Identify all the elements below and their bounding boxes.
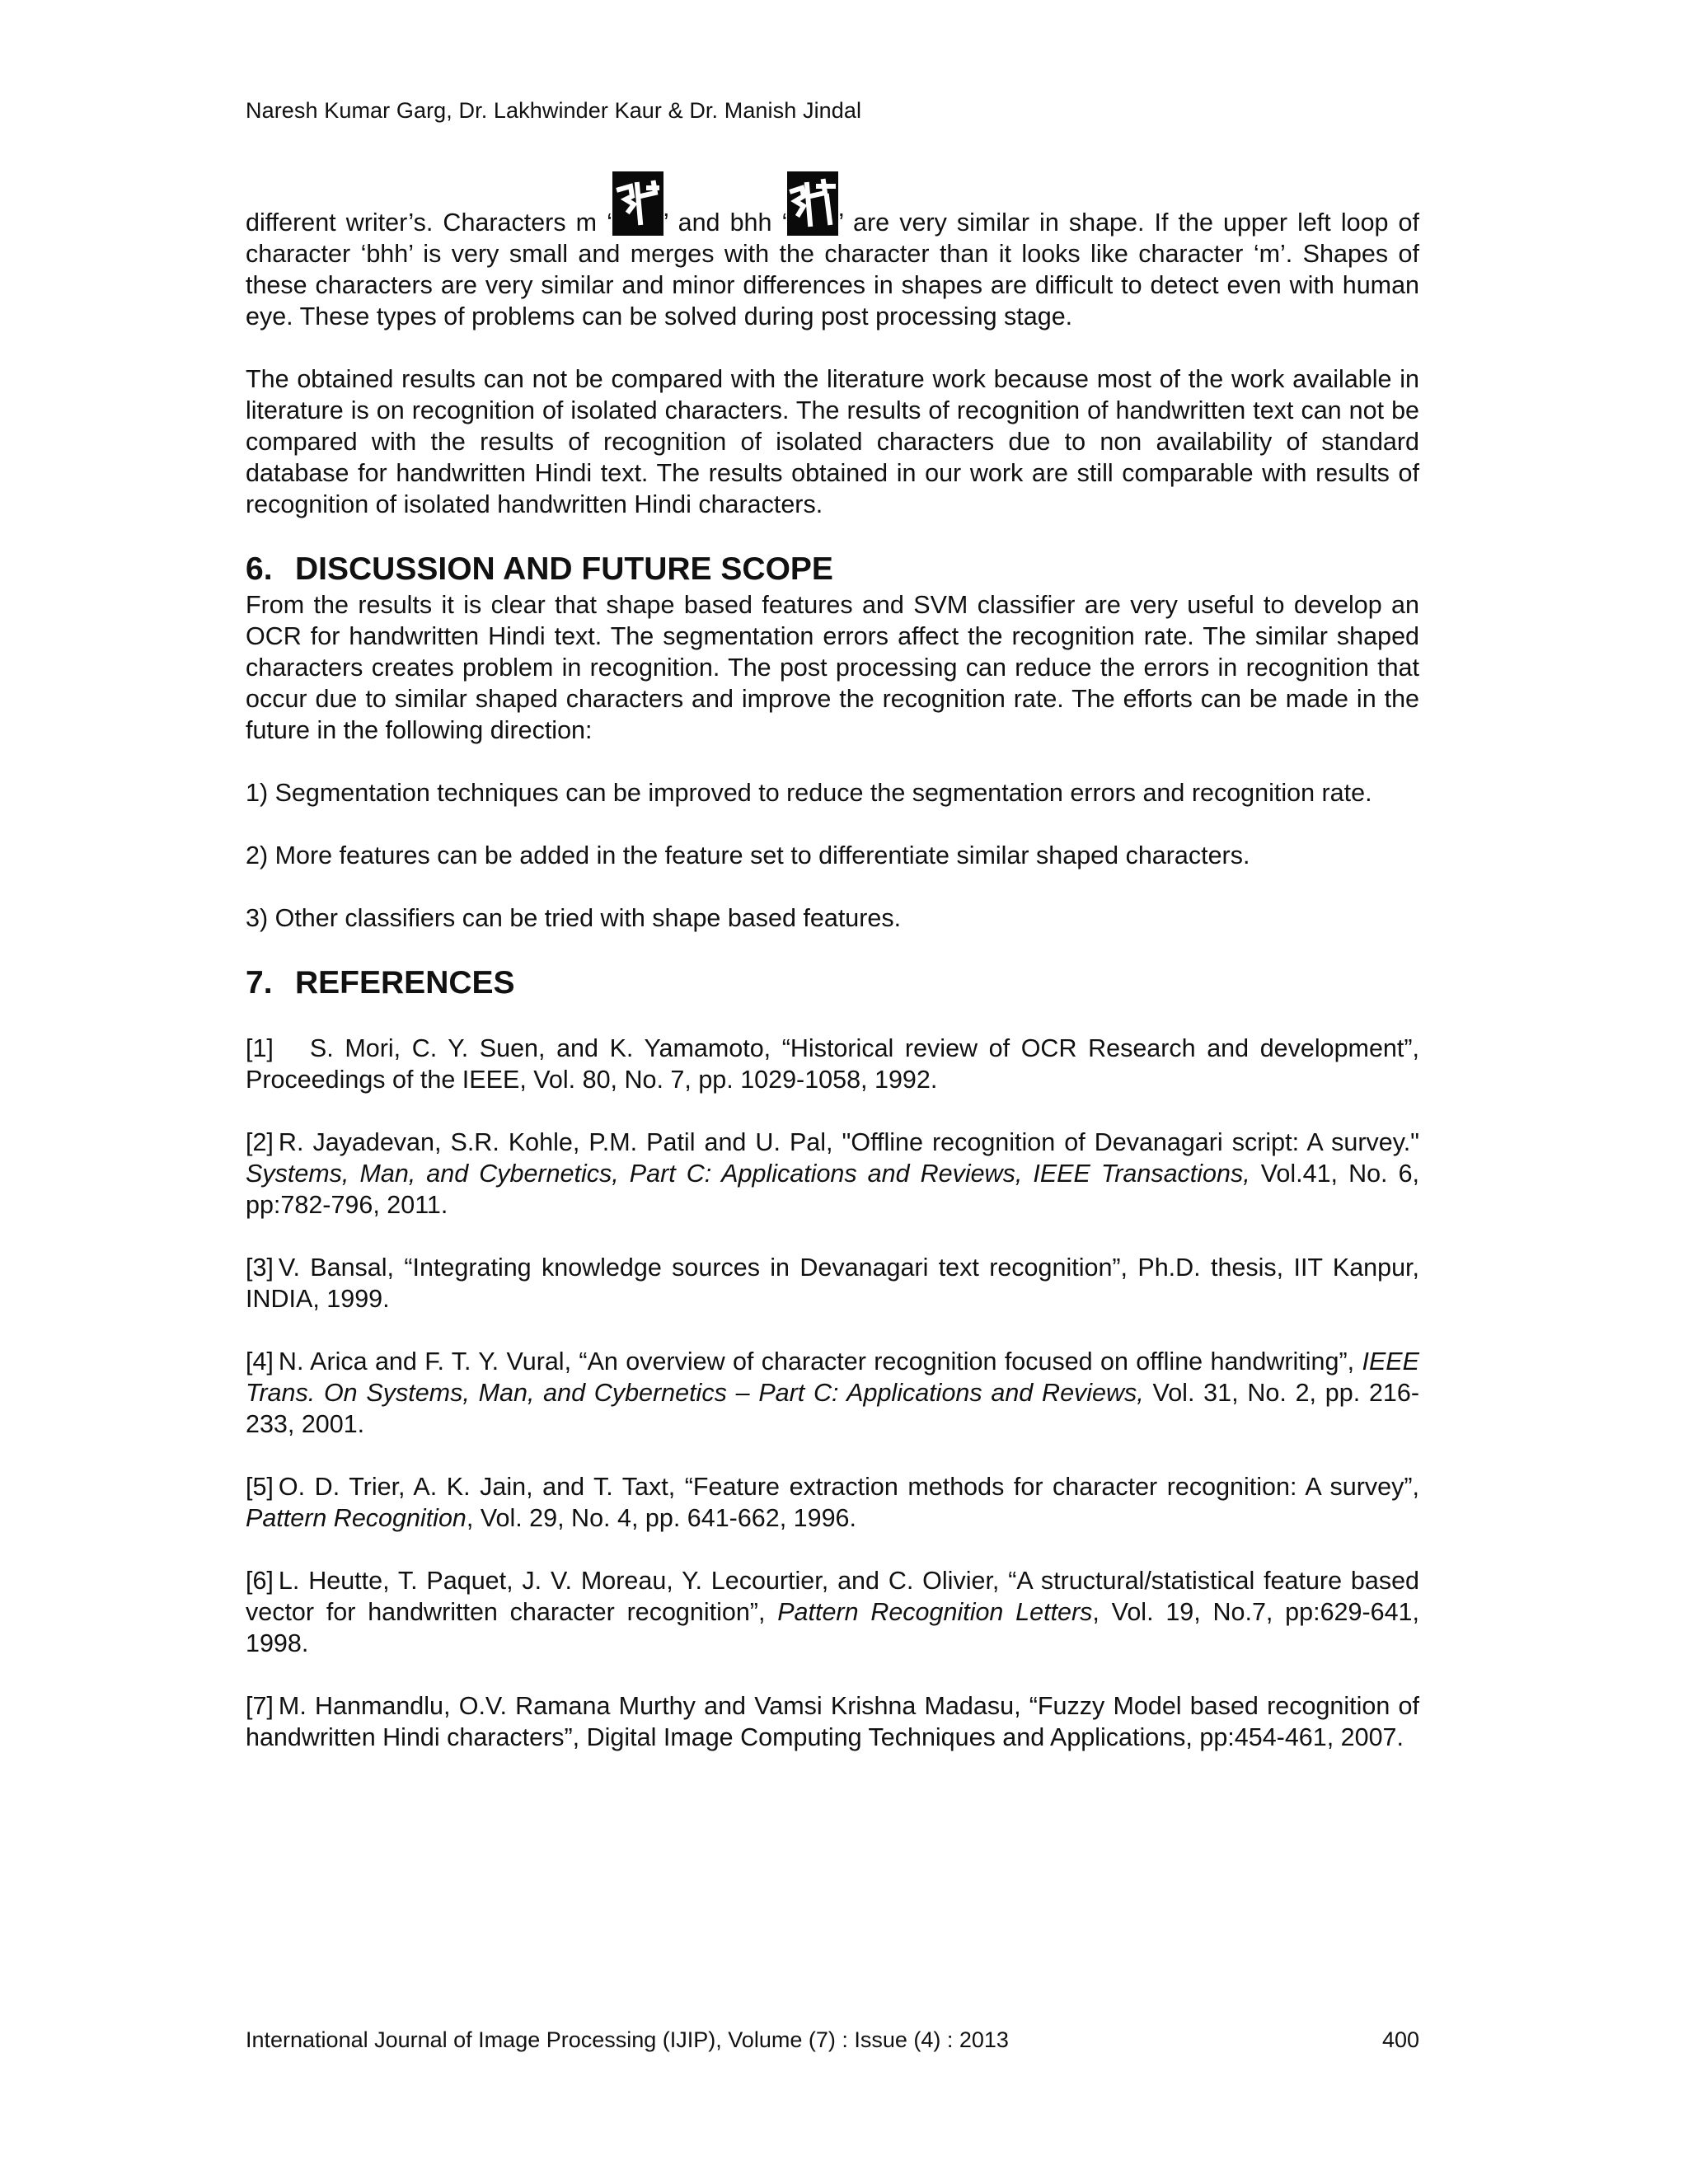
section-title-text: REFERENCES xyxy=(295,965,515,1001)
reference-details: Vol. 31, No. 2, pp. 216-233, 2001. xyxy=(246,1379,1419,1438)
reference-venue: IEEE Trans. On Systems, Man, and Cybernetics – Part C: Applications and Reviews, xyxy=(246,1347,1419,1407)
page-footer xyxy=(246,2027,1419,2053)
reference-1 xyxy=(246,1033,1419,1095)
reference-2 xyxy=(246,1127,1419,1221)
section-title-text: DISCUSSION AND FUTURE SCOPE xyxy=(295,551,833,587)
reference-3 xyxy=(246,1252,1419,1315)
reference-tag: [6] xyxy=(246,1567,274,1595)
section-heading-discussion xyxy=(246,551,1419,588)
body-paragraph-2: The obtained results can not be compared with the literature work because most of the work available in literature is on recognition of isolated characters. The results of recognition of handwritten text can not be compared with the results of recognition of isolated characters due to non availability of standard database for handwritten Hindi text. The results obtained in our work are still comparable with results of recognition of isolated handwritten Hindi characters. xyxy=(246,365,1419,518)
section-number: 6. xyxy=(246,551,273,587)
future-item-2: 2) More features can be added in the feature set to differentiate similar shaped characters. xyxy=(246,841,1250,869)
running-header: Naresh Kumar Garg, Dr. Lakhwinder Kaur & Dr. Manish Jindal xyxy=(246,98,862,123)
discussion-intro: From the results it is clear that shape based features and SVM classifier are very useful to develop an OCR for handwritten Hindi text. The segmentation errors affect the recognition rate. The similar shaped characters creates problem in recognition. The post processing can reduce the errors in recognition that occur due to similar shaped characters and improve the recognition rate. The efforts can be made in the future in the following direction: xyxy=(246,591,1419,744)
reference-venue: Pattern Recognition Letters xyxy=(777,1598,1093,1626)
reference-tag: [4] xyxy=(246,1347,274,1376)
reference-text: V. Bansal, “Integrating knowledge sources in Devanagari text recognition”, Ph.D. thesis, IIT Kanpur, INDIA, 1999. xyxy=(246,1254,1419,1313)
journal-citation: International Journal of Image Processing (IJIP), Volume (7) : Issue (4) : 2013 xyxy=(246,2027,1009,2052)
reference-tag: [3] xyxy=(246,1254,274,1282)
reference-tag: [2] xyxy=(246,1128,274,1156)
reference-4 xyxy=(246,1346,1419,1440)
reference-5 xyxy=(246,1471,1419,1534)
reference-text: S. Mori, C. Y. Suen, and K. Yamamoto, “Historical review of OCR Research and development”, Proceedings of the IEEE, Vol. 80, No. 7, pp. 1029-1058, 1992. xyxy=(246,1034,1419,1094)
reference-details: , Vol. 29, No. 4, pp. 641-662, 1996. xyxy=(466,1504,856,1532)
page-body xyxy=(246,204,1419,1784)
reference-text: L. Heutte, T. Paquet, J. V. Moreau, Y. Lecourtier, and C. Olivier, “A structural/statistical feature based vector for handwritten character recognition”, xyxy=(246,1567,1419,1626)
reference-text: O. D. Trier, A. K. Jain, and T. Taxt, “Feature extraction methods for character recognition: A survey”, xyxy=(278,1473,1419,1501)
reference-details: Vol.41, No. 6, pp:782-796, 2011. xyxy=(246,1160,1420,1219)
para1-text-b: ’ and bhh ‘ xyxy=(663,209,788,237)
para1-text-c: ’ are very similar in shape. If the upper left loop of character ‘bhh’ is very small and merges with the character than it looks like character ‘m’. Shapes of these characters are very similar and minor differences in shapes are difficult to detect even with human eye. These types of problems can be solved during post processing stage. xyxy=(246,209,1419,330)
reference-tag: [7] xyxy=(246,1692,274,1720)
reference-details: , Vol. 19, No.7, pp:629-641, 1998. xyxy=(246,1598,1419,1657)
section-heading-references xyxy=(246,965,1419,1001)
reference-venue: Pattern Recognition xyxy=(246,1504,467,1532)
reference-venue: Systems, Man, and Cybernetics, Part C: Applications and Reviews, IEEE Transactions, xyxy=(246,1160,1250,1188)
para1-text-a: different writer’s. Characters m ‘ xyxy=(246,209,612,237)
future-item-1: 1) Segmentation techniques can be improved to reduce the segmentation errors and recognition rate. xyxy=(246,779,1372,807)
reference-tag: [5] xyxy=(246,1473,274,1501)
character-bhh-image xyxy=(787,171,838,236)
reference-6 xyxy=(246,1565,1419,1659)
reference-7 xyxy=(246,1690,1419,1753)
reference-text: N. Arica and F. T. Y. Vural, “An overview of character recognition focused on offline handwriting”, xyxy=(278,1347,1362,1376)
character-m-image xyxy=(612,171,663,236)
section-number: 7. xyxy=(246,965,273,1001)
reference-tag: [1] xyxy=(246,1034,274,1062)
reference-text: M. Hanmandlu, O.V. Ramana Murthy and Vamsi Krishna Madasu, “Fuzzy Model based recognition of handwritten Hindi characters”, Digital Image Computing Techniques and Applications, pp:454-461, 2007. xyxy=(246,1692,1419,1751)
body-paragraph-1 xyxy=(246,204,1419,332)
future-item-3: 3) Other classifiers can be tried with shape based features. xyxy=(246,904,902,932)
page-number: 400 xyxy=(1381,2027,1419,2052)
reference-text: R. Jayadevan, S.R. Kohle, P.M. Patil and U. Pal, "Offline recognition of Devanagari script: A survey." xyxy=(278,1128,1419,1156)
